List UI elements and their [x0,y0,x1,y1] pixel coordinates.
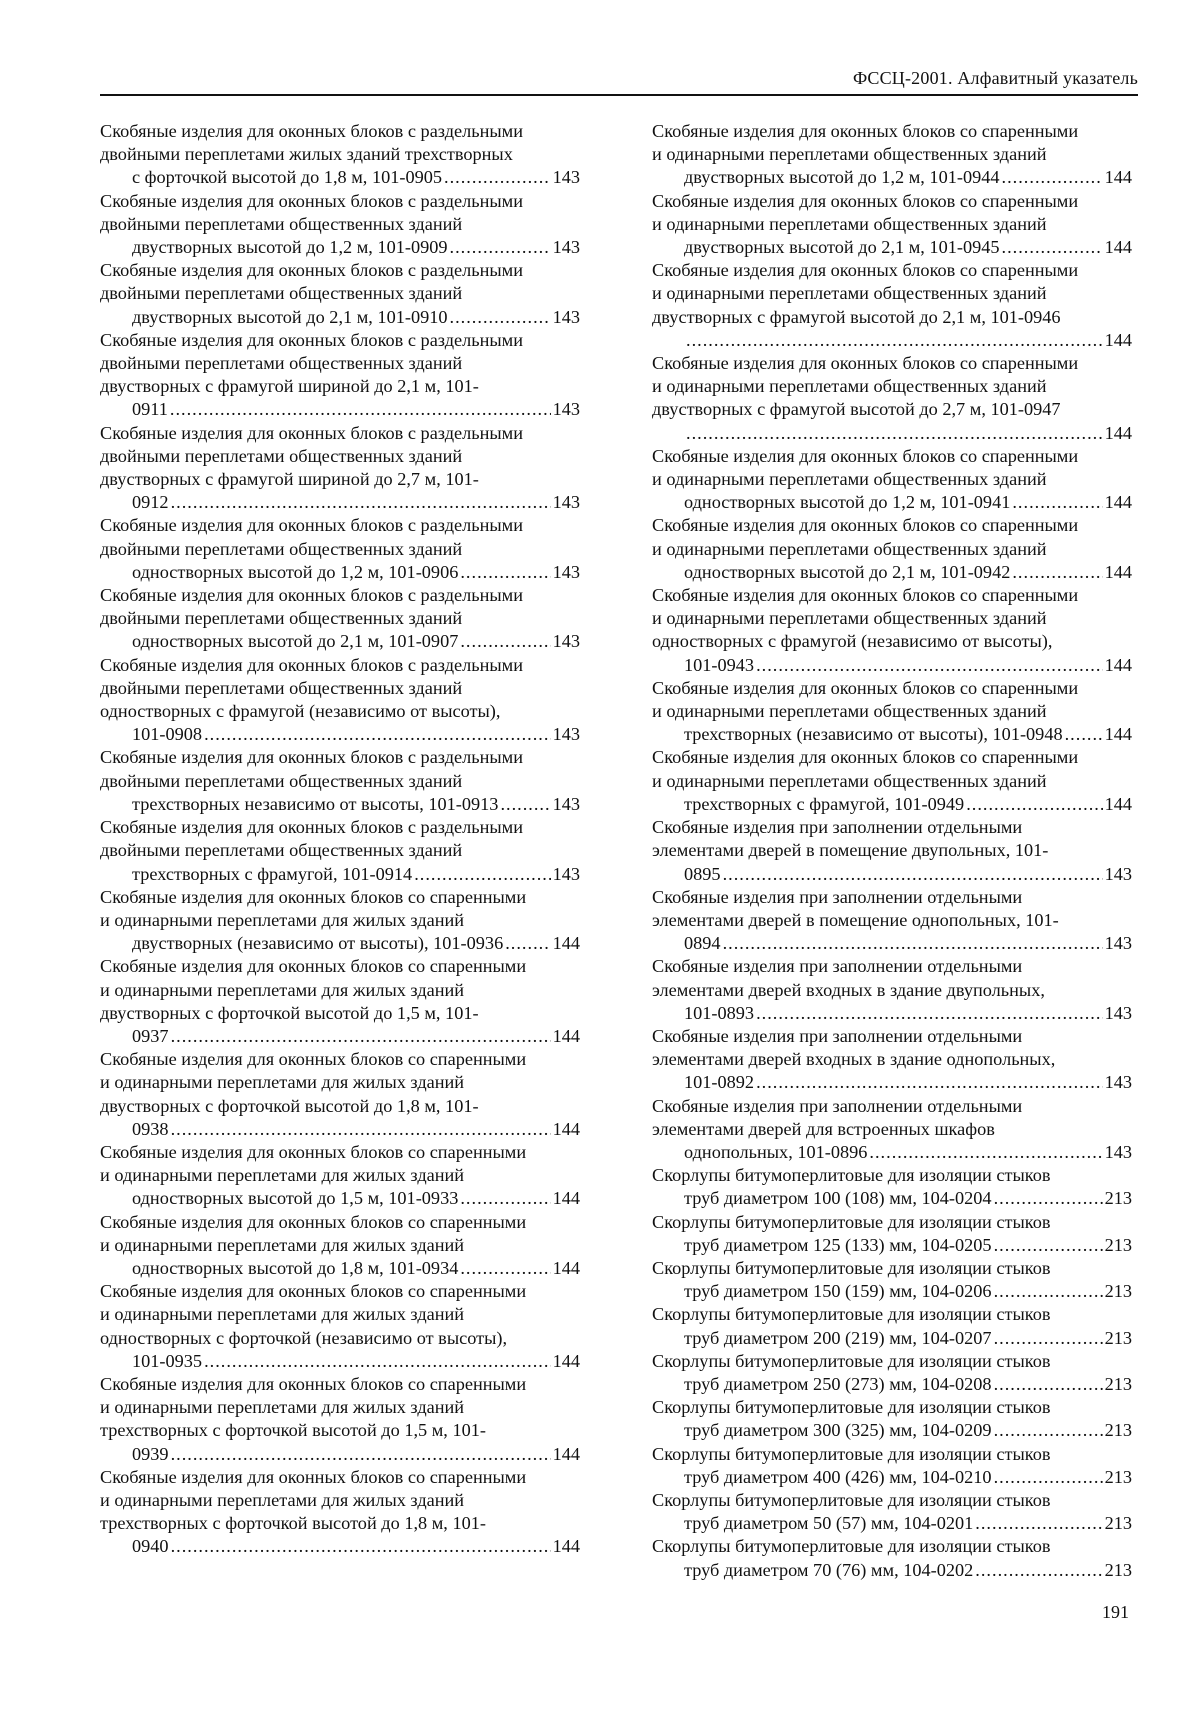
index-entry [652,584,1132,677]
entry-code: 101-0943 [684,654,755,675]
dot-leader [171,1443,551,1466]
dot-leader [460,1187,550,1210]
index-entry [100,422,580,515]
entry-reference-line [684,1466,1132,1489]
entry-text-line: Скобяные изделия для оконных блоков со спаренными [652,677,1079,698]
index-entry [100,654,580,747]
entry-text-line: и одинарными переплетами для жилых зданий [100,1397,465,1418]
entry-code: 101-0935 [132,1350,203,1371]
header-title: ФССЦ-2001. Алфавитный указатель [852,68,1138,88]
entry-text-line: Скорлупы битумоперлитовые для изоляции стыков [652,1165,1051,1186]
entry-code: труб диаметром 150 (159) мм, 104-0206 [684,1281,992,1302]
entry-text-line: Скобяные изделия для оконных блоков со спаренными [100,956,527,977]
index-entry [100,1280,580,1373]
dot-leader [686,329,1103,352]
entry-text-line: двойными переплетами общественных зданий [100,538,463,559]
index-entry [100,746,580,816]
dot-leader [171,491,551,514]
entry-text-line: Скобяные изделия для оконных блоков со спаренными [100,886,527,907]
index-entry [652,955,1132,1025]
entry-text-line: двойными переплетами общественных зданий [100,445,463,466]
entry-page-number: 144 [552,1536,580,1557]
dot-leader [994,1419,1103,1442]
entry-reference-line [132,793,580,816]
entry-reference-line [132,1118,580,1141]
entry-page-number: 144 [1104,492,1132,513]
entry-reference-line [684,863,1132,886]
entry-text-line: Скобяные изделия для оконных блоков со спаренными [100,1466,527,1487]
entry-code: одностворных высотой до 1,8 м, 101-0934 [132,1257,459,1278]
entry-code: 101-0908 [132,724,203,745]
entry-code: двустворных высотой до 2,1 м, 101-0945 [684,237,1000,258]
entry-page-number: 143 [1104,933,1132,954]
entry-text-line: Скорлупы битумоперлитовые для изоляции стыков [652,1489,1051,1510]
dot-leader [1065,723,1103,746]
dot-leader [756,1071,1103,1094]
entry-page-number: 144 [1104,561,1132,582]
entry-text-line: Скобяные изделия при заполнении отдельными [652,956,1023,977]
index-entry [652,445,1132,515]
entry-text-line: Скобяные изделия для оконных блоков с раздельными [100,585,523,606]
dot-leader [723,863,1103,886]
entry-reference-line [132,1187,580,1210]
entry-page-number: 213 [1104,1281,1132,1302]
entry-reference-line [684,1280,1132,1303]
entry-text-line: и одинарными переплетами общественных зданий [652,770,1047,791]
entry-text-line: и одинарными переплетами общественных зданий [652,376,1047,397]
dot-leader [994,1466,1103,1489]
entry-text-line: Скобяные изделия для оконных блоков с раздельными [100,260,523,281]
entry-text-line: одностворных с фрамугой (независимо от высоты), [100,701,501,722]
entry-reference-line [132,491,580,514]
entry-reference-line [132,1535,580,1558]
entry-text-line: Скорлупы битумоперлитовые для изоляции стыков [652,1211,1051,1232]
index-entry [652,259,1132,352]
index-entry [652,120,1132,190]
dot-leader [444,166,551,189]
entry-text-line: и одинарными переплетами для жилых зданий [100,1234,465,1255]
entry-reference-line [684,932,1132,955]
entry-page-number: 144 [1104,793,1132,814]
entry-code: двустворных высотой до 1,2 м, 101-0909 [132,237,448,258]
entry-reference-line [132,166,580,189]
entry-text-line: Скобяные изделия при заполнении отдельными [652,1025,1023,1046]
entry-code: однопольных, 101-0896 [684,1141,868,1162]
entry-code: труб диаметром 250 (273) мм, 104-0208 [684,1373,992,1394]
entry-page-number: 213 [1104,1188,1132,1209]
dot-leader [975,1559,1102,1582]
dot-leader [1002,236,1103,259]
entry-text-line: элементами дверей входных в здание двупольных, [652,979,1045,1000]
entry-code: 0895 [684,863,721,884]
entry-text-line: Скобяные изделия для оконных блоков со спаренными [652,353,1079,374]
dot-leader [756,654,1103,677]
index-entry [652,1303,1132,1349]
entry-page-number: 213 [1104,1513,1132,1534]
entry-page-number: 144 [552,1188,580,1209]
entry-code: одностворных высотой до 1,2 м, 101-0941 [684,492,1011,513]
entry-text-line: и одинарными переплетами общественных зданий [652,144,1047,165]
entry-page-number: 144 [552,1443,580,1464]
entry-text-line: Скобяные изделия для оконных блоков с раздельными [100,747,523,768]
dot-leader [686,422,1103,445]
index-entry [100,1211,580,1281]
entry-text-line: и одинарными переплетами для жилых зданий [100,1304,465,1325]
entry-reference-line [684,1327,1132,1350]
entry-text-line: Скобяные изделия для оконных блоков со спаренными [652,445,1079,466]
index-entry [652,1443,1132,1489]
entry-reference-line [132,306,580,329]
entry-code: трехстворных с фрамугой, 101-0949 [684,793,965,814]
entry-page-number: 143 [1104,1072,1132,1093]
entry-reference-line [684,329,1132,352]
dot-leader [450,306,551,329]
entry-code: трехстворных (независимо от высоты), 101-0948 [684,724,1063,745]
entry-text-line: Скобяные изделия для оконных блоков с раздельными [100,515,523,536]
index-entry [652,1350,1132,1396]
entry-reference-line [684,1234,1132,1257]
dot-leader [994,1373,1103,1396]
page-number: 191 [1102,1602,1129,1622]
entry-code: 0940 [132,1536,169,1557]
dot-leader [966,793,1102,816]
entry-reference-line [684,1373,1132,1396]
entry-text-line: Скобяные изделия для оконных блоков с раздельными [100,817,523,838]
entry-text-line: Скобяные изделия для оконных блоков со спаренными [652,585,1079,606]
dot-leader [450,236,551,259]
dot-leader [756,1002,1103,1025]
entry-reference-line [132,1025,580,1048]
dot-leader [460,1257,550,1280]
entry-code: одностворных высотой до 2,1 м, 101-0907 [132,631,459,652]
index-entry [100,886,580,956]
index-entry [652,190,1132,260]
entry-code: трехстворных с фрамугой, 101-0914 [132,863,413,884]
index-entry [100,584,580,654]
entry-reference-line [684,166,1132,189]
dot-leader [460,561,550,584]
entry-reference-line [132,723,580,746]
index-entry [652,816,1132,886]
dot-leader [505,932,550,955]
entry-text-line: и одинарными переплетами для жилых зданий [100,1489,465,1510]
index-entry [652,1257,1132,1303]
entry-code: труб диаметром 200 (219) мм, 104-0207 [684,1327,992,1348]
entry-code: с форточкой высотой до 1,8 м, 101-0905 [132,167,443,188]
entry-page-number: 144 [1104,724,1132,745]
entry-reference-line [132,561,580,584]
index-entry [652,1025,1132,1095]
index-entry [652,514,1132,584]
entry-text-line: Скобяные изделия для оконных блоков с раздельными [100,329,523,350]
entry-reference-line [132,236,580,259]
entry-text-line: и одинарными переплетами для жилых зданий [100,1072,465,1093]
entry-text-line: и одинарными переплетами для жилых зданий [100,909,465,930]
entry-reference-line [132,1443,580,1466]
entry-reference-line [684,1141,1132,1164]
index-entry [652,1211,1132,1257]
entry-page-number: 143 [1104,1141,1132,1162]
entry-reference-line [684,1419,1132,1442]
dot-leader [460,630,550,653]
dot-leader [723,932,1103,955]
entry-code: двустворных высотой до 1,2 м, 101-0944 [684,167,1000,188]
entry-text-line: Скобяные изделия для оконных блоков с раздельными [100,121,523,141]
entry-code: 0911 [132,399,168,420]
entry-code: 101-0892 [684,1072,755,1093]
entry-page-number: 143 [1104,1002,1132,1023]
index-entry [100,955,580,1048]
index-entry [100,1466,580,1559]
entry-page-number: 144 [1104,422,1132,443]
entry-code: одностворных высотой до 1,5 м, 101-0933 [132,1188,459,1209]
entry-text-line: Скобяные изделия для оконных блоков со спаренными [100,1211,527,1232]
entry-page-number: 143 [552,793,580,814]
entry-reference-line [684,1512,1132,1535]
index-entry [100,514,580,584]
entry-reference-line [132,1257,580,1280]
entry-reference-line [684,561,1132,584]
entry-code: труб диаметром 70 (76) мм, 104-0202 [684,1559,974,1580]
entry-text-line: двойными переплетами общественных зданий [100,677,463,698]
index-entry [652,1095,1132,1165]
entry-text-line: одностворных с форточкой (независимо от высоты), [100,1327,508,1348]
entry-page-number: 143 [552,237,580,258]
entry-text-line: Скобяные изделия для оконных блоков со спаренными [652,121,1079,141]
entry-text-line: элементами дверей в помещение двупольных, 101- [652,840,1049,861]
index-column-right [652,120,1132,1582]
entry-code: 101-0893 [684,1002,755,1023]
entry-code: труб диаметром 100 (108) мм, 104-0204 [684,1188,992,1209]
dot-leader [994,1187,1103,1210]
index-entry [652,1535,1132,1581]
dot-leader [171,1118,551,1141]
entry-reference-line [684,1071,1132,1094]
entry-text-line: двустворных с форточкой высотой до 1,5 м, 101- [100,1002,479,1023]
index-entry [652,746,1132,816]
entry-page-number: 144 [552,1025,580,1046]
entry-page-number: 144 [552,1257,580,1278]
entry-text-line: элементами дверей для встроенных шкафов [652,1118,995,1139]
entry-text-line: двойными переплетами общественных зданий [100,283,463,304]
entry-text-line: Скобяные изделия для оконных блоков со спаренными [100,1141,527,1162]
dot-leader [204,723,551,746]
entry-reference-line [684,1559,1132,1582]
dot-leader [414,863,550,886]
entry-text-line: двойными переплетами общественных зданий [100,608,463,629]
dot-leader [1012,491,1102,514]
entry-text-line: Скорлупы битумоперлитовые для изоляции стыков [652,1397,1051,1418]
entry-page-number: 213 [1104,1559,1132,1580]
entry-text-line: Скорлупы битумоперлитовые для изоляции стыков [652,1304,1051,1325]
entry-page-number: 143 [552,724,580,745]
entry-text-line: трехстворных с форточкой высотой до 1,8 м, 101- [100,1513,486,1534]
entry-page-number: 143 [552,863,580,884]
entry-code: двустворных (независимо от высоты), 101-0936 [132,933,504,954]
entry-text-line: Скобяные изделия для оконных блоков с раздельными [100,654,523,675]
entry-reference-line [132,398,580,421]
dot-leader [869,1141,1102,1164]
entry-text-line: трехстворных с форточкой высотой до 1,5 м, 101- [100,1420,486,1441]
index-entry [100,120,580,190]
index-entry [652,677,1132,747]
entry-text-line: элементами дверей входных в здание однопольных, [652,1049,1056,1070]
entry-page-number: 144 [552,933,580,954]
entry-page-number: 143 [552,306,580,327]
entry-text-line: Скорлупы битумоперлитовые для изоляции стыков [652,1350,1051,1371]
entry-page-number: 213 [1104,1420,1132,1441]
index-column-left [100,120,580,1559]
entry-code: двустворных высотой до 2,1 м, 101-0910 [132,306,448,327]
entry-reference-line [684,723,1132,746]
entry-reference-line [132,1350,580,1373]
entry-page-number: 144 [1104,654,1132,675]
entry-text-line: и одинарными переплетами общественных зданий [652,469,1047,490]
entry-code: труб диаметром 125 (133) мм, 104-0205 [684,1234,992,1255]
entry-text-line: двойными переплетами общественных зданий [100,840,463,861]
entry-text-line: двустворных с форточкой высотой до 1,8 м, 101- [100,1095,479,1116]
entry-code: труб диаметром 300 (325) мм, 104-0209 [684,1420,992,1441]
entry-reference-line [684,491,1132,514]
dot-leader [994,1280,1103,1303]
entry-reference-line [132,630,580,653]
page-header [100,66,1138,96]
entry-reference-line [132,932,580,955]
entry-page-number: 143 [552,399,580,420]
entry-code: 0939 [132,1443,169,1464]
entry-text-line: и одинарными переплетами общественных зданий [652,538,1047,559]
entry-reference-line [132,863,580,886]
entry-text-line: Скорлупы битумоперлитовые для изоляции стыков [652,1257,1051,1278]
entry-page-number: 213 [1104,1327,1132,1348]
entry-code: 0937 [132,1025,169,1046]
entry-code: одностворных высотой до 1,2 м, 101-0906 [132,561,459,582]
entry-page-number: 143 [552,561,580,582]
entry-text-line: Скобяные изделия при заполнении отдельными [652,886,1023,907]
entry-page-number: 144 [552,1118,580,1139]
entry-text-line: двойными переплетами общественных зданий [100,213,463,234]
dot-leader [204,1350,551,1373]
entry-page-number: 143 [1104,863,1132,884]
entry-text-line: Скобяные изделия для оконных блоков со спаренными [100,1373,527,1394]
entry-text-line: и одинарными переплетами общественных зданий [652,608,1047,629]
entry-page-number: 144 [1104,167,1132,188]
entry-text-line: элементами дверей в помещение однопольных, 101- [652,909,1059,930]
index-entry [652,1396,1132,1442]
entry-text-line: двустворных с фрамугой высотой до 2,7 м, 101-0947 [652,399,1061,420]
entry-text-line: Скобяные изделия для оконных блоков со спаренными [652,260,1079,281]
entry-code: 0938 [132,1118,169,1139]
entry-text-line: Скобяные изделия при заполнении отдельными [652,817,1023,838]
entry-text-line: Скобяные изделия для оконных блоков с раздельными [100,190,523,211]
entry-code: труб диаметром 400 (426) мм, 104-0210 [684,1466,992,1487]
dot-leader [975,1512,1102,1535]
entry-reference-line [684,422,1132,445]
index-entry [100,816,580,886]
entry-reference-line [684,654,1132,677]
entry-text-line: и одинарными переплетами общественных зданий [652,213,1047,234]
dot-leader [1012,561,1102,584]
entry-text-line: Скобяные изделия для оконных блоков с раздельными [100,422,523,443]
index-entry [100,1048,580,1141]
entry-text-line: двойными переплетами общественных зданий [100,353,463,374]
entry-code: 0912 [132,492,169,513]
entry-page-number: 144 [1104,329,1132,350]
entry-page-number: 143 [552,631,580,652]
entry-code: труб диаметром 50 (57) мм, 104-0201 [684,1513,974,1534]
dot-leader [170,398,551,421]
index-entry [100,190,580,260]
entry-text-line: двустворных с фрамугой высотой до 2,1 м, 101-0946 [652,306,1061,327]
entry-text-line: двойными переплетами жилых зданий трехстворных [100,144,513,165]
entry-text-line: двустворных с фрамугой шириной до 2,7 м, 101- [100,469,479,490]
entry-text-line: Скобяные изделия для оконных блоков со спаренными [652,190,1079,211]
index-entry [100,259,580,329]
entry-text-line: Скобяные изделия для оконных блоков со спаренными [100,1281,527,1302]
entry-text-line: одностворных с фрамугой (независимо от высоты), [652,631,1053,652]
entry-text-line: и одинарными переплетами общественных зданий [652,283,1047,304]
index-entry [652,886,1132,956]
index-entry [652,1164,1132,1210]
dot-leader [994,1234,1103,1257]
entry-code: трехстворных независимо от высоты, 101-0913 [132,793,499,814]
entry-text-line: Скобяные изделия для оконных блоков со спаренными [100,1049,527,1070]
entry-page-number: 143 [552,167,580,188]
dot-leader [994,1327,1103,1350]
entry-text-line: Скорлупы битумоперлитовые для изоляции стыков [652,1443,1051,1464]
index-entry [100,1141,580,1211]
entry-text-line: и одинарными переплетами общественных зданий [652,701,1047,722]
entry-reference-line [684,1002,1132,1025]
entry-text-line: Скобяные изделия при заполнении отдельными [652,1095,1023,1116]
entry-code: одностворных высотой до 2,1 м, 101-0942 [684,561,1011,582]
entry-text-line: и одинарными переплетами для жилых зданий [100,979,465,1000]
dot-leader [171,1535,551,1558]
entry-code: 0894 [684,933,721,954]
entry-page-number: 143 [552,492,580,513]
entry-text-line: и одинарными переплетами для жилых зданий [100,1165,465,1186]
entry-text-line: Скорлупы битумоперлитовые для изоляции стыков [652,1536,1051,1557]
entry-text-line: Скобяные изделия для оконных блоков со спаренными [652,747,1079,768]
dot-leader [1002,166,1103,189]
entry-text-line: двойными переплетами общественных зданий [100,770,463,791]
entry-reference-line [684,236,1132,259]
entry-reference-line [684,793,1132,816]
entry-text-line: Скобяные изделия для оконных блоков со спаренными [652,515,1079,536]
entry-page-number: 144 [1104,237,1132,258]
entry-text-line: двустворных с фрамугой шириной до 2,1 м, 101- [100,376,479,397]
index-entry [652,1489,1132,1535]
entry-page-number: 213 [1104,1373,1132,1394]
dot-leader [171,1025,551,1048]
index-entry [652,352,1132,445]
entry-page-number: 144 [552,1350,580,1371]
entry-page-number: 213 [1104,1466,1132,1487]
index-entry [100,1373,580,1466]
entry-page-number: 213 [1104,1234,1132,1255]
entry-reference-line [684,1187,1132,1210]
index-entry [100,329,580,422]
dot-leader [500,793,550,816]
